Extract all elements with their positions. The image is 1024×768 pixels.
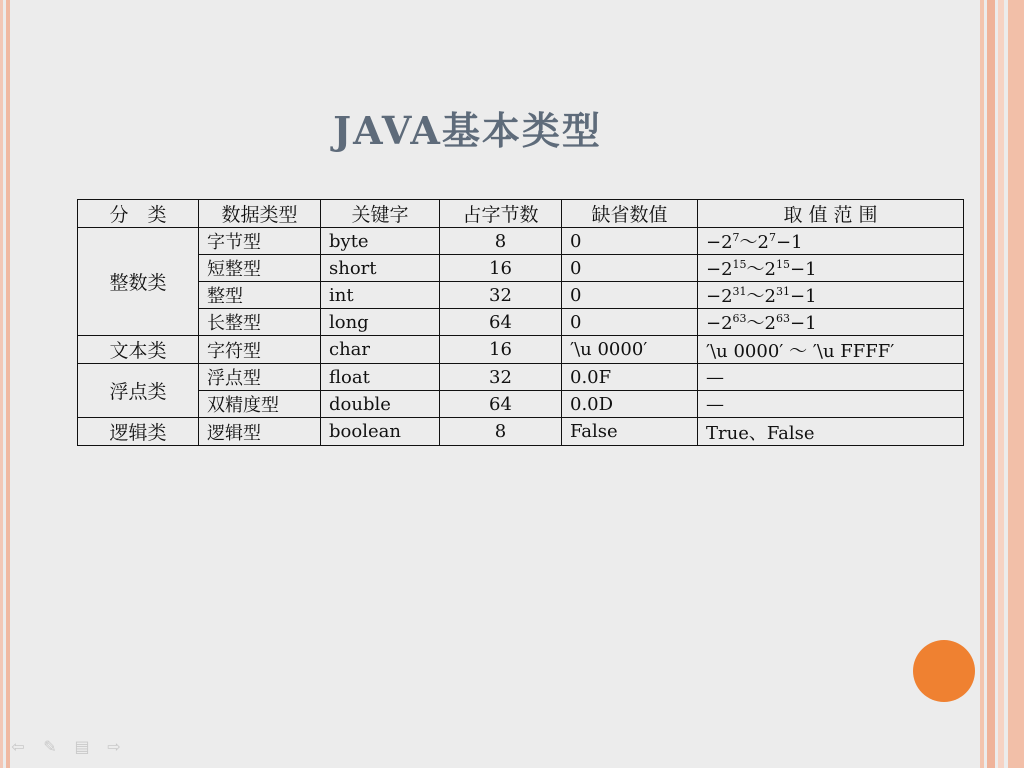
cell-keyword: short	[321, 255, 440, 282]
table-row	[78, 336, 964, 364]
right-stripe-2	[987, 0, 995, 768]
cell-type: 浮点型	[199, 364, 321, 391]
right-stripe-3	[998, 0, 1004, 768]
cell-keyword: byte	[321, 228, 440, 255]
cell-range: $-2^{63}\sim 2^{63}-1$	[698, 309, 964, 336]
cell-default: 0	[562, 309, 698, 336]
menu-icon[interactable]: ▤	[74, 737, 90, 756]
cell-default: 0	[562, 228, 698, 255]
cell-default: 0	[562, 255, 698, 282]
decorative-orange-circle	[913, 640, 975, 702]
cell-range: True、False	[698, 418, 964, 446]
category-float: 浮点类	[78, 364, 199, 418]
cell-type: 字符型	[199, 336, 321, 364]
cell-bytes: 8	[440, 228, 562, 255]
cell-keyword: char	[321, 336, 440, 364]
category-integer: 整数类	[78, 228, 199, 336]
table-row	[78, 282, 964, 309]
cell-range: $-2^{31}\sim 2^{31}-1$	[698, 282, 964, 309]
cell-keyword: float	[321, 364, 440, 391]
header-default: 缺省数值	[562, 200, 698, 228]
cell-default: 0.0D	[562, 391, 698, 418]
java-types-table	[77, 199, 964, 446]
category-text: 文本类	[78, 336, 199, 364]
cell-default: False	[562, 418, 698, 446]
category-logic: 逻辑类	[78, 418, 199, 446]
table-row	[78, 228, 964, 255]
cell-bytes: 16	[440, 336, 562, 364]
cell-range: $-2^7\sim 2^7-1$	[698, 228, 964, 255]
cell-default: 0.0F	[562, 364, 698, 391]
cell-range: $-2^{15}\sim 2^{15}-1$	[698, 255, 964, 282]
cell-default: 0	[562, 282, 698, 309]
cell-bytes: 64	[440, 391, 562, 418]
cell-keyword: int	[321, 282, 440, 309]
header-data-type: 数据类型	[199, 200, 321, 228]
cell-type: 字节型	[199, 228, 321, 255]
table-row	[78, 418, 964, 446]
table-row	[78, 391, 964, 418]
cell-bytes: 32	[440, 364, 562, 391]
slide-title: JAVA基本类型	[333, 108, 602, 153]
cell-keyword: boolean	[321, 418, 440, 446]
table-row	[78, 255, 964, 282]
cell-keyword: double	[321, 391, 440, 418]
pen-icon[interactable]: ✎	[43, 737, 57, 756]
cell-bytes: 8	[440, 418, 562, 446]
right-stripe-4	[1008, 0, 1024, 768]
right-stripe-1	[980, 0, 984, 768]
arrow-right-icon[interactable]: ⇨	[107, 737, 121, 756]
cell-bytes: 64	[440, 309, 562, 336]
cell-range: ′\u 0000′ ～ ′\u FFFF′	[698, 336, 964, 364]
cell-range: —	[698, 364, 964, 391]
header-bytes: 占字节数	[440, 200, 562, 228]
header-category: 分 类	[78, 200, 199, 228]
table-header-row	[78, 200, 964, 228]
cell-type: 整型	[199, 282, 321, 309]
table-row	[78, 364, 964, 391]
slideshow-nav	[8, 738, 124, 756]
cell-keyword: long	[321, 309, 440, 336]
cell-bytes: 16	[440, 255, 562, 282]
header-keyword: 关键字	[321, 200, 440, 228]
cell-type: 短整型	[199, 255, 321, 282]
arrow-left-icon[interactable]: ⇦	[11, 737, 25, 756]
cell-type: 逻辑型	[199, 418, 321, 446]
cell-default: ′\u 0000′	[562, 336, 698, 364]
cell-type: 双精度型	[199, 391, 321, 418]
cell-bytes: 32	[440, 282, 562, 309]
cell-type: 长整型	[199, 309, 321, 336]
table-row	[78, 309, 964, 336]
cell-range: —	[698, 391, 964, 418]
header-range: 取 值 范 围	[698, 200, 964, 228]
